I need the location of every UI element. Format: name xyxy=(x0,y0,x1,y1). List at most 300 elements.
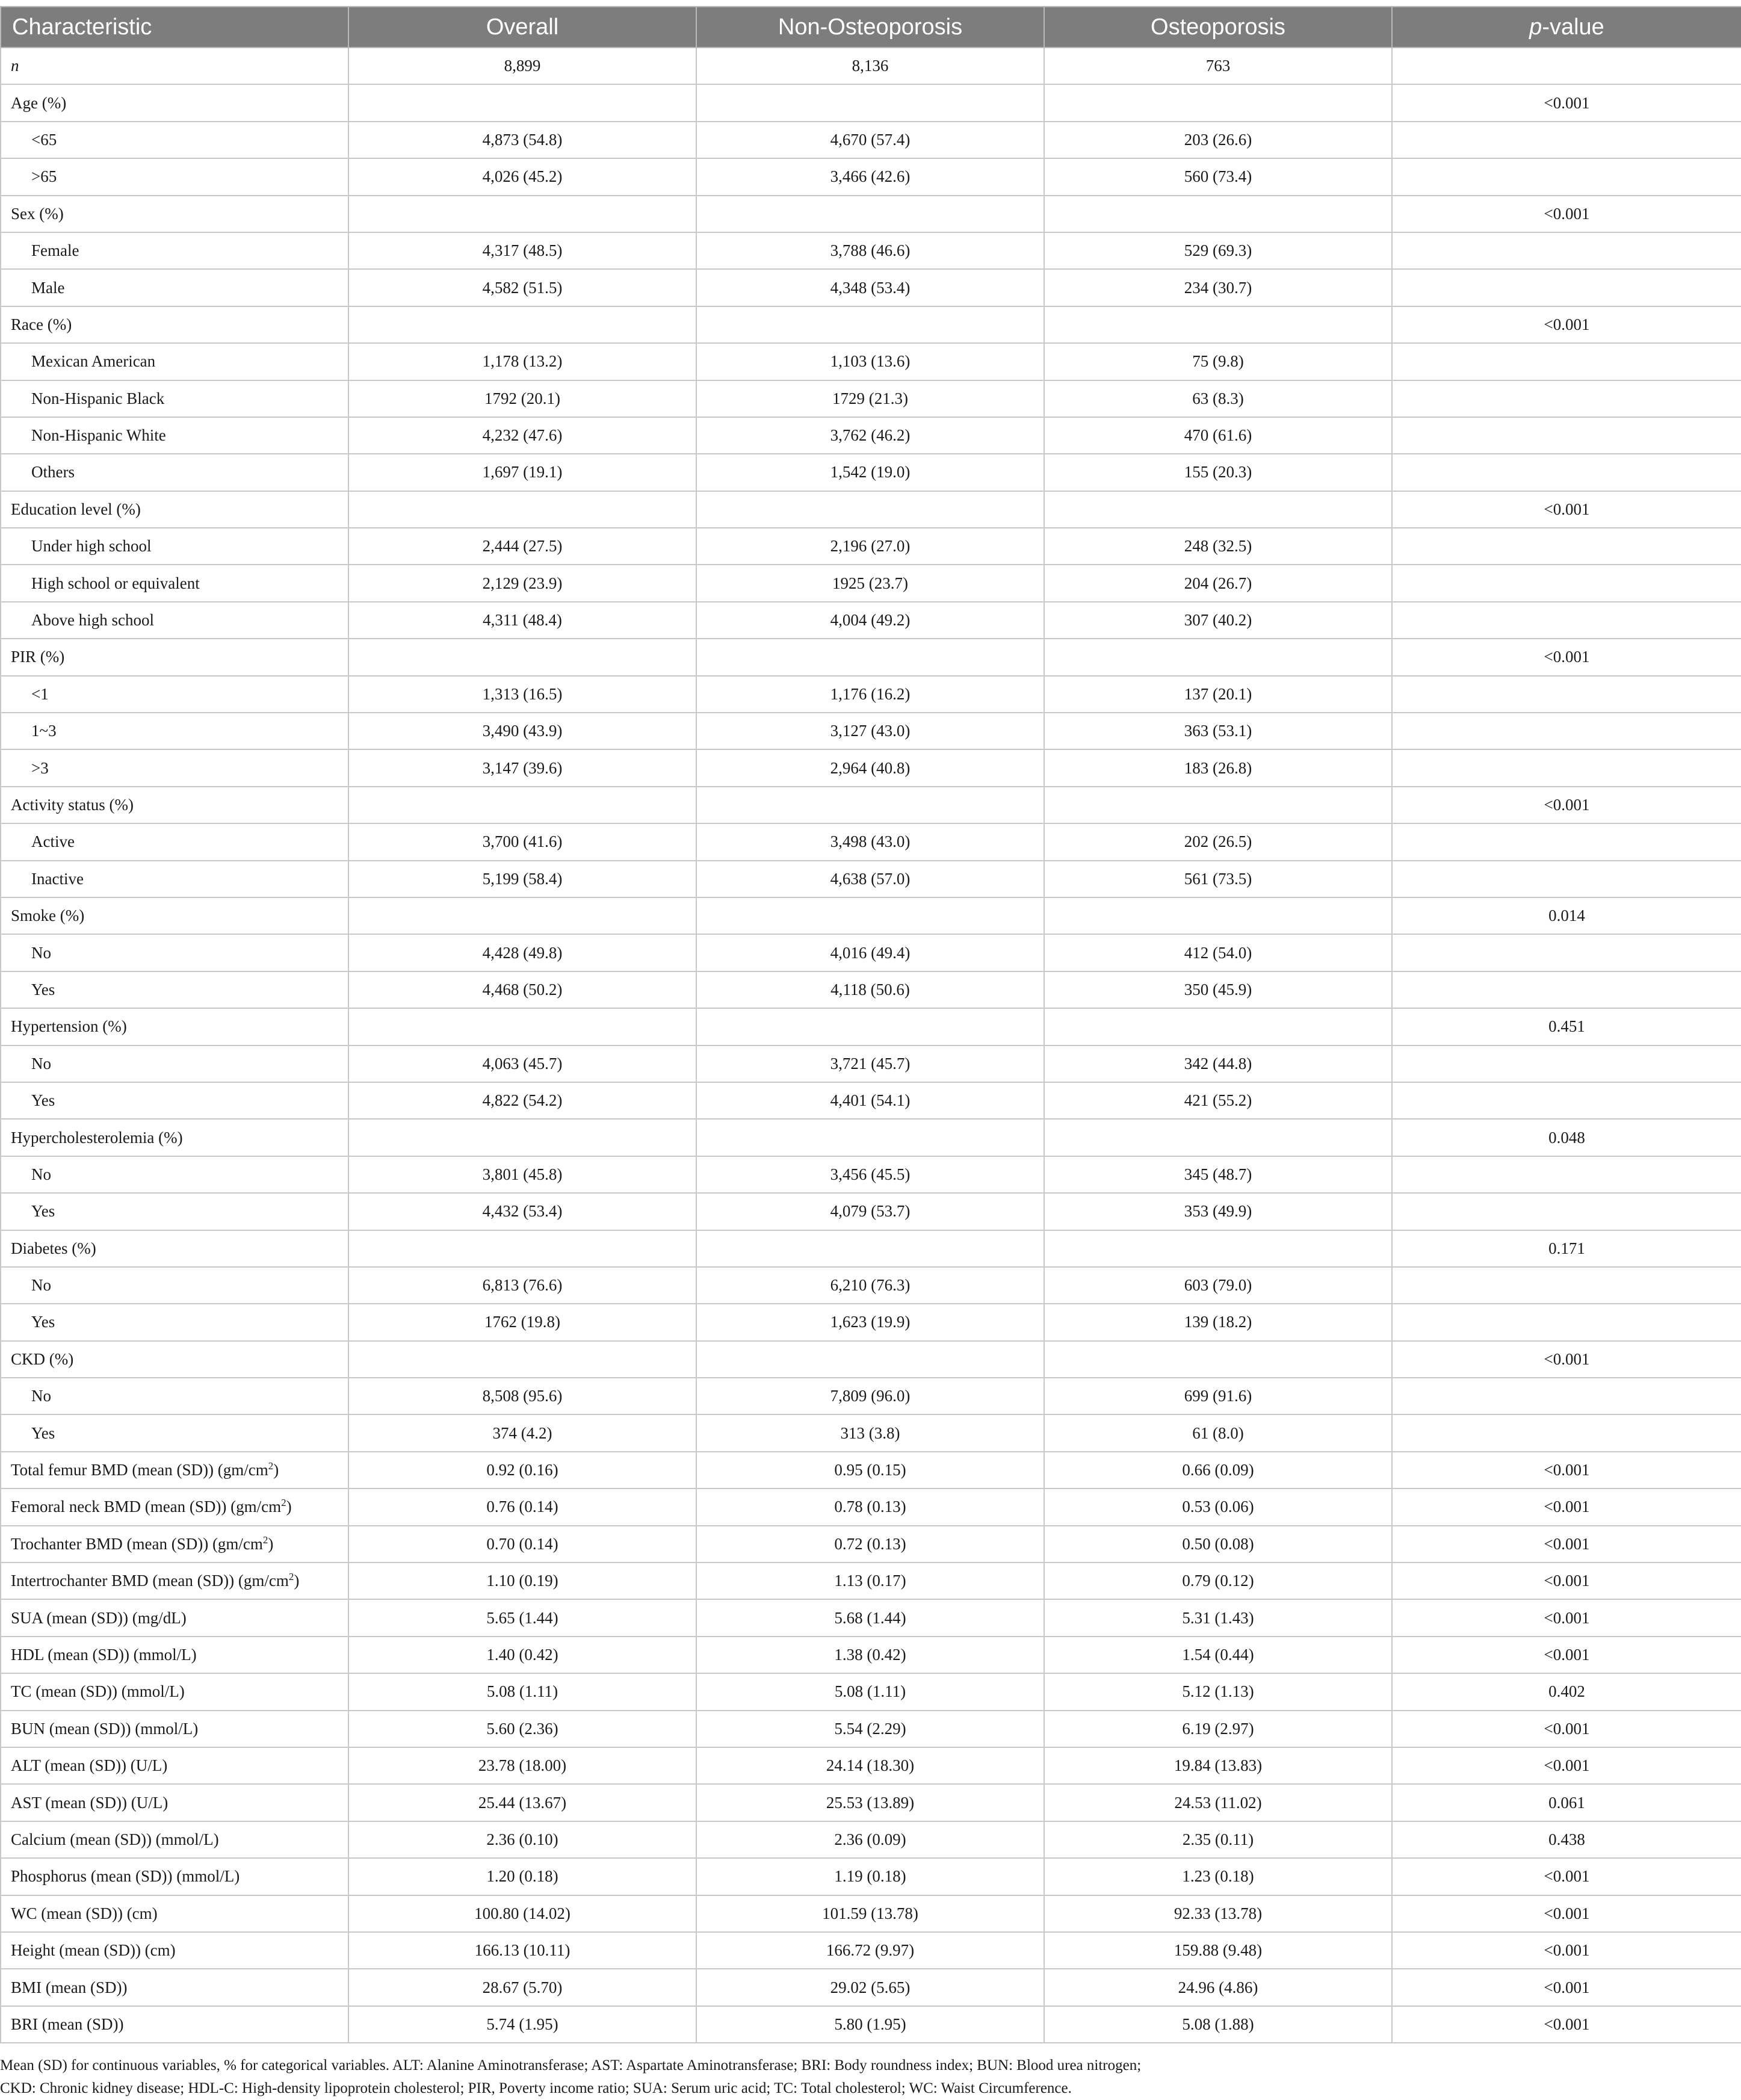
table-row xyxy=(1,196,1741,232)
row-label-text: Intertrochanter BMD (mean (SD)) (gm/cm xyxy=(11,1572,289,1590)
non-osteoporosis-cell xyxy=(696,306,1044,343)
p-value-cell xyxy=(1392,1267,1741,1304)
table-row xyxy=(1,48,1741,84)
table-row xyxy=(1,1526,1741,1563)
non-osteoporosis-cell xyxy=(696,897,1044,934)
header-p-suffix: -value xyxy=(1542,14,1604,40)
osteoporosis-cell: 63 (8.3) xyxy=(1044,380,1392,417)
row-label xyxy=(1,1599,348,1636)
overall-cell xyxy=(348,1230,696,1267)
overall-cell: 6,813 (76.6) xyxy=(348,1267,696,1304)
overall-cell: 166.13 (10.11) xyxy=(348,1932,696,1969)
non-osteoporosis-cell: 4,004 (49.2) xyxy=(696,602,1044,639)
osteoporosis-cell: 763 xyxy=(1044,48,1392,84)
osteoporosis-cell: 203 (26.6) xyxy=(1044,122,1392,158)
row-label-text: Above high school xyxy=(31,611,154,630)
table-row xyxy=(1,1932,1741,1969)
osteoporosis-cell xyxy=(1044,897,1392,934)
overall-cell: 374 (4.2) xyxy=(348,1414,696,1451)
row-label-text: No xyxy=(31,1165,51,1183)
osteoporosis-cell: 137 (20.1) xyxy=(1044,676,1392,713)
row-sublabel xyxy=(1,713,348,749)
row-label xyxy=(1,787,348,823)
non-osteoporosis-cell: 4,016 (49.4) xyxy=(696,934,1044,971)
row-label-text: AST (mean (SD)) (U/L) xyxy=(11,1793,169,1812)
overall-cell: 23.78 (18.00) xyxy=(348,1747,696,1784)
row-label-text: Non-Hispanic Black xyxy=(31,389,165,407)
p-value-cell: <0.001 xyxy=(1392,1711,1741,1747)
row-label-end: ) xyxy=(294,1572,300,1590)
p-value-cell xyxy=(1392,676,1741,713)
row-label-text: >3 xyxy=(31,758,49,777)
row-label-text: Yes xyxy=(31,1313,55,1331)
row-sublabel xyxy=(1,343,348,380)
row-label xyxy=(1,1452,348,1488)
non-osteoporosis-cell: 3,721 (45.7) xyxy=(696,1045,1044,1082)
non-osteoporosis-cell xyxy=(696,491,1044,528)
table-row xyxy=(1,1378,1741,1414)
non-osteoporosis-cell: 1.13 (0.17) xyxy=(696,1563,1044,1599)
row-label-text: Phosphorus (mean (SD)) (mmol/L) xyxy=(11,1867,240,1886)
osteoporosis-cell: 248 (32.5) xyxy=(1044,528,1392,565)
p-value-cell xyxy=(1392,861,1741,897)
unit-superscript: 2 xyxy=(288,1571,294,1583)
row-label-end: ) xyxy=(286,1498,292,1516)
p-value-cell: 0.014 xyxy=(1392,897,1741,934)
row-label-text: <65 xyxy=(31,130,57,149)
table-row xyxy=(1,971,1741,1008)
row-sublabel xyxy=(1,1045,348,1082)
table-row xyxy=(1,1711,1741,1747)
p-value-cell: <0.001 xyxy=(1392,1526,1741,1563)
header-row xyxy=(1,7,1741,48)
non-osteoporosis-cell: 313 (3.8) xyxy=(696,1414,1044,1451)
row-label xyxy=(1,306,348,343)
osteoporosis-cell: 353 (49.9) xyxy=(1044,1193,1392,1230)
baseline-characteristics-table xyxy=(0,6,1741,2043)
row-label-text: Trochanter BMD (mean (SD)) (gm/cm xyxy=(11,1534,263,1553)
osteoporosis-cell: 61 (8.0) xyxy=(1044,1414,1392,1451)
header-non-osteoporosis: Non-Osteoporosis xyxy=(696,7,1044,48)
row-sublabel xyxy=(1,1156,348,1193)
osteoporosis-cell: 529 (69.3) xyxy=(1044,232,1392,269)
non-osteoporosis-cell: 3,762 (46.2) xyxy=(696,417,1044,454)
table-row xyxy=(1,676,1741,713)
osteoporosis-cell: 307 (40.2) xyxy=(1044,602,1392,639)
osteoporosis-cell: 75 (9.8) xyxy=(1044,343,1392,380)
non-osteoporosis-cell: 4,670 (57.4) xyxy=(696,122,1044,158)
table-row xyxy=(1,1414,1741,1451)
row-label-text: Yes xyxy=(31,1202,55,1221)
table-row xyxy=(1,1008,1741,1045)
table-row xyxy=(1,1082,1741,1119)
row-sublabel xyxy=(1,971,348,1008)
table-row xyxy=(1,84,1741,121)
overall-cell: 28.67 (5.70) xyxy=(348,1969,696,2006)
overall-cell: 25.44 (13.67) xyxy=(348,1784,696,1821)
overall-cell: 1,313 (16.5) xyxy=(348,676,696,713)
overall-cell: 4,582 (51.5) xyxy=(348,269,696,306)
non-osteoporosis-cell xyxy=(696,1230,1044,1267)
table-row xyxy=(1,1747,1741,1784)
row-label xyxy=(1,1673,348,1710)
row-label-text: Non-Hispanic White xyxy=(31,426,166,445)
osteoporosis-cell xyxy=(1044,1008,1392,1045)
overall-cell: 4,063 (45.7) xyxy=(348,1045,696,1082)
non-osteoporosis-cell xyxy=(696,787,1044,823)
overall-cell: 1,697 (19.1) xyxy=(348,454,696,491)
overall-cell xyxy=(348,491,696,528)
row-label-text: No xyxy=(31,1054,51,1073)
overall-cell: 3,147 (39.6) xyxy=(348,749,696,786)
row-label-text: HDL (mean (SD)) (mmol/L) xyxy=(11,1645,197,1664)
osteoporosis-cell: 0.66 (0.09) xyxy=(1044,1452,1392,1488)
row-sublabel xyxy=(1,749,348,786)
p-value-cell: <0.001 xyxy=(1392,2006,1741,2043)
p-value-cell xyxy=(1392,823,1741,860)
table-row xyxy=(1,897,1741,934)
osteoporosis-cell: 19.84 (13.83) xyxy=(1044,1747,1392,1784)
overall-cell: 0.70 (0.14) xyxy=(348,1526,696,1563)
table-row xyxy=(1,417,1741,454)
row-sublabel xyxy=(1,528,348,565)
overall-cell: 2,129 (23.9) xyxy=(348,565,696,601)
table-row xyxy=(1,1895,1741,1932)
table-row xyxy=(1,602,1741,639)
table-row xyxy=(1,1969,1741,2006)
overall-cell: 3,490 (43.9) xyxy=(348,713,696,749)
overall-cell: 8,508 (95.6) xyxy=(348,1378,696,1414)
non-osteoporosis-cell: 5.08 (1.11) xyxy=(696,1673,1044,1710)
row-label xyxy=(1,1969,348,2006)
row-label-text: Inactive xyxy=(31,869,84,888)
overall-cell: 5.74 (1.95) xyxy=(348,2006,696,2043)
header-characteristic: Characteristic xyxy=(1,7,348,48)
table-row xyxy=(1,1230,1741,1267)
overall-cell xyxy=(348,1119,696,1156)
footnote-line-1: Mean (SD) for continuous variables, % for categorical variables. ALT: Alanine Aminotransferase; AST: Aspartate Aminotransferase; BRI: Body roundness index; BUN: Blood urea nitrogen; xyxy=(0,2057,1142,2074)
row-label xyxy=(1,491,348,528)
row-label-text: WC (mean (SD)) (cm) xyxy=(11,1904,158,1922)
row-label xyxy=(1,1747,348,1784)
overall-cell: 2,444 (27.5) xyxy=(348,528,696,565)
p-value-cell: <0.001 xyxy=(1392,639,1741,675)
row-sublabel xyxy=(1,1378,348,1414)
osteoporosis-cell: 421 (55.2) xyxy=(1044,1082,1392,1119)
table-row xyxy=(1,1156,1741,1193)
osteoporosis-cell: 412 (54.0) xyxy=(1044,934,1392,971)
table-row xyxy=(1,1637,1741,1673)
non-osteoporosis-cell: 1925 (23.7) xyxy=(696,565,1044,601)
non-osteoporosis-cell: 4,118 (50.6) xyxy=(696,971,1044,1008)
osteoporosis-cell: 24.53 (11.02) xyxy=(1044,1784,1392,1821)
non-osteoporosis-cell xyxy=(696,1008,1044,1045)
p-value-cell xyxy=(1392,454,1741,491)
p-value-cell: 0.402 xyxy=(1392,1673,1741,1710)
overall-cell: 0.92 (0.16) xyxy=(348,1452,696,1488)
non-osteoporosis-cell: 1,103 (13.6) xyxy=(696,343,1044,380)
row-label-text: CKD (%) xyxy=(11,1349,74,1368)
osteoporosis-cell xyxy=(1044,1119,1392,1156)
row-label xyxy=(1,1821,348,1858)
p-value-cell xyxy=(1392,602,1741,639)
footnote-line-2: CKD: Chronic kidney disease; HDL-C: High-density lipoprotein cholesterol; PIR, Poverty income ratio; SUA: Serum uric acid; TC: Total cholesterol; WC: Waist Circumference. xyxy=(0,2080,1072,2097)
p-value-cell: <0.001 xyxy=(1392,1488,1741,1525)
p-value-cell xyxy=(1392,343,1741,380)
row-label xyxy=(1,2006,348,2043)
p-value-cell xyxy=(1392,749,1741,786)
non-osteoporosis-cell: 4,401 (54.1) xyxy=(696,1082,1044,1119)
overall-cell: 3,801 (45.8) xyxy=(348,1156,696,1193)
osteoporosis-cell: 159.88 (9.48) xyxy=(1044,1932,1392,1969)
table-row xyxy=(1,122,1741,158)
table-row xyxy=(1,749,1741,786)
p-value-cell: <0.001 xyxy=(1392,1747,1741,1784)
non-osteoporosis-cell: 25.53 (13.89) xyxy=(696,1784,1044,1821)
row-label xyxy=(1,1563,348,1599)
row-label-text: BRI (mean (SD)) xyxy=(11,2015,124,2033)
osteoporosis-cell: 470 (61.6) xyxy=(1044,417,1392,454)
unit-superscript: 2 xyxy=(268,1460,274,1472)
overall-cell: 4,432 (53.4) xyxy=(348,1193,696,1230)
osteoporosis-cell: 183 (26.8) xyxy=(1044,749,1392,786)
osteoporosis-cell xyxy=(1044,306,1392,343)
non-osteoporosis-cell: 1729 (21.3) xyxy=(696,380,1044,417)
table-row xyxy=(1,1193,1741,1230)
non-osteoporosis-cell: 101.59 (13.78) xyxy=(696,1895,1044,1932)
non-osteoporosis-cell: 3,456 (45.5) xyxy=(696,1156,1044,1193)
non-osteoporosis-cell: 5.80 (1.95) xyxy=(696,2006,1044,2043)
osteoporosis-cell: 0.79 (0.12) xyxy=(1044,1563,1392,1599)
row-label-text: 1~3 xyxy=(31,722,57,740)
p-value-cell: 0.451 xyxy=(1392,1008,1741,1045)
non-osteoporosis-cell: 8,136 xyxy=(696,48,1044,84)
p-value-cell xyxy=(1392,1156,1741,1193)
p-value-cell xyxy=(1392,1082,1741,1119)
row-label-text: No xyxy=(31,943,51,962)
table-row xyxy=(1,232,1741,269)
row-label-text: BMI (mean (SD)) xyxy=(11,1978,128,1996)
non-osteoporosis-cell: 1.19 (0.18) xyxy=(696,1858,1044,1895)
row-sublabel xyxy=(1,565,348,601)
row-label-text: n xyxy=(11,57,19,75)
overall-cell: 4,468 (50.2) xyxy=(348,971,696,1008)
row-sublabel xyxy=(1,1304,348,1340)
osteoporosis-cell xyxy=(1044,491,1392,528)
non-osteoporosis-cell: 1.38 (0.42) xyxy=(696,1637,1044,1673)
header-osteoporosis: Osteoporosis xyxy=(1044,7,1392,48)
p-value-cell xyxy=(1392,565,1741,601)
header-p-italic: p xyxy=(1529,14,1542,40)
p-value-cell: <0.001 xyxy=(1392,1599,1741,1636)
row-sublabel xyxy=(1,602,348,639)
table-row xyxy=(1,861,1741,897)
p-value-cell: <0.001 xyxy=(1392,1563,1741,1599)
osteoporosis-cell xyxy=(1044,1341,1392,1378)
overall-cell: 3,700 (41.6) xyxy=(348,823,696,860)
row-label xyxy=(1,1711,348,1747)
overall-cell xyxy=(348,897,696,934)
non-osteoporosis-cell: 3,127 (43.0) xyxy=(696,713,1044,749)
unit-superscript: 2 xyxy=(281,1497,286,1509)
non-osteoporosis-cell: 0.72 (0.13) xyxy=(696,1526,1044,1563)
row-label-text: No xyxy=(31,1276,51,1295)
p-value-cell xyxy=(1392,1378,1741,1414)
p-value-cell xyxy=(1392,232,1741,269)
non-osteoporosis-cell: 0.78 (0.13) xyxy=(696,1488,1044,1525)
row-label xyxy=(1,84,348,121)
row-label-text: Female xyxy=(31,241,79,260)
non-osteoporosis-cell: 29.02 (5.65) xyxy=(696,1969,1044,2006)
osteoporosis-cell: 561 (73.5) xyxy=(1044,861,1392,897)
overall-cell: 4,026 (45.2) xyxy=(348,158,696,195)
table-row xyxy=(1,1267,1741,1304)
osteoporosis-cell: 24.96 (4.86) xyxy=(1044,1969,1392,2006)
row-label-text: No xyxy=(31,1387,51,1405)
overall-cell xyxy=(348,639,696,675)
row-label xyxy=(1,1784,348,1821)
row-label-text: PIR (%) xyxy=(11,648,65,666)
row-label-text: Activity status (%) xyxy=(11,796,134,814)
overall-cell: 1.40 (0.42) xyxy=(348,1637,696,1673)
table-row xyxy=(1,1304,1741,1340)
non-osteoporosis-cell: 4,638 (57.0) xyxy=(696,861,1044,897)
non-osteoporosis-cell: 1,623 (19.9) xyxy=(696,1304,1044,1340)
overall-cell: 2.36 (0.10) xyxy=(348,1821,696,1858)
non-osteoporosis-cell: 4,079 (53.7) xyxy=(696,1193,1044,1230)
overall-cell: 5.60 (2.36) xyxy=(348,1711,696,1747)
non-osteoporosis-cell: 4,348 (53.4) xyxy=(696,269,1044,306)
row-sublabel xyxy=(1,934,348,971)
osteoporosis-cell: 2.35 (0.11) xyxy=(1044,1821,1392,1858)
table-row xyxy=(1,380,1741,417)
table-row xyxy=(1,306,1741,343)
table-footnote xyxy=(0,2054,1741,2100)
p-value-cell xyxy=(1392,48,1741,84)
osteoporosis-cell: 92.33 (13.78) xyxy=(1044,1895,1392,1932)
osteoporosis-cell: 5.12 (1.13) xyxy=(1044,1673,1392,1710)
table-row xyxy=(1,491,1741,528)
non-osteoporosis-cell: 166.72 (9.97) xyxy=(696,1932,1044,1969)
row-label xyxy=(1,48,348,84)
row-label-text: High school or equivalent xyxy=(31,574,200,592)
row-label-text: Hypertension (%) xyxy=(11,1017,127,1036)
table-row xyxy=(1,1045,1741,1082)
row-label-text: Education level (%) xyxy=(11,500,141,518)
osteoporosis-cell xyxy=(1044,1230,1392,1267)
p-value-cell: <0.001 xyxy=(1392,1637,1741,1673)
table-header xyxy=(1,7,1741,48)
row-label-text: Yes xyxy=(31,980,55,999)
p-value-cell: <0.001 xyxy=(1392,1932,1741,1969)
non-osteoporosis-cell: 2,964 (40.8) xyxy=(696,749,1044,786)
overall-cell: 5.08 (1.11) xyxy=(348,1673,696,1710)
row-sublabel xyxy=(1,269,348,306)
row-label-text: Yes xyxy=(31,1091,55,1110)
table-row xyxy=(1,1119,1741,1156)
row-label-text: Yes xyxy=(31,1423,55,1442)
osteoporosis-cell: 5.08 (1.88) xyxy=(1044,2006,1392,2043)
row-label-text: SUA (mean (SD)) (mg/dL) xyxy=(11,1608,187,1627)
p-value-cell xyxy=(1392,158,1741,195)
overall-cell: 1.10 (0.19) xyxy=(348,1563,696,1599)
p-value-cell: <0.001 xyxy=(1392,1341,1741,1378)
row-sublabel xyxy=(1,232,348,269)
row-label-text: Under high school xyxy=(31,537,152,556)
table-row xyxy=(1,934,1741,971)
p-value-cell xyxy=(1392,1045,1741,1082)
table-row xyxy=(1,1821,1741,1858)
non-osteoporosis-cell: 1,542 (19.0) xyxy=(696,454,1044,491)
overall-cell: 1,178 (13.2) xyxy=(348,343,696,380)
non-osteoporosis-cell: 0.95 (0.15) xyxy=(696,1452,1044,1488)
p-value-cell xyxy=(1392,1193,1741,1230)
row-label-text: Total femur BMD (mean (SD)) (gm/cm xyxy=(11,1461,268,1479)
row-sublabel xyxy=(1,1193,348,1230)
p-value-cell xyxy=(1392,971,1741,1008)
table-row xyxy=(1,1452,1741,1488)
p-value-cell: 0.171 xyxy=(1392,1230,1741,1267)
row-label-text: Mexican American xyxy=(31,352,156,371)
non-osteoporosis-cell: 1,176 (16.2) xyxy=(696,676,1044,713)
p-value-cell xyxy=(1392,713,1741,749)
table-row xyxy=(1,1341,1741,1378)
p-value-cell: <0.001 xyxy=(1392,1452,1741,1488)
row-sublabel xyxy=(1,1414,348,1451)
osteoporosis-cell: 699 (91.6) xyxy=(1044,1378,1392,1414)
p-value-cell: <0.001 xyxy=(1392,787,1741,823)
non-osteoporosis-cell: 5.54 (2.29) xyxy=(696,1711,1044,1747)
osteoporosis-cell: 202 (26.5) xyxy=(1044,823,1392,860)
osteoporosis-cell: 6.19 (2.97) xyxy=(1044,1711,1392,1747)
table-row xyxy=(1,158,1741,195)
row-label xyxy=(1,1932,348,1969)
overall-cell: 4,232 (47.6) xyxy=(348,417,696,454)
osteoporosis-cell: 1.54 (0.44) xyxy=(1044,1637,1392,1673)
row-label-end: ) xyxy=(268,1534,274,1553)
row-label xyxy=(1,897,348,934)
row-label xyxy=(1,639,348,675)
overall-cell: 0.76 (0.14) xyxy=(348,1488,696,1525)
row-sublabel xyxy=(1,823,348,860)
table-row xyxy=(1,1563,1741,1599)
osteoporosis-cell: 139 (18.2) xyxy=(1044,1304,1392,1340)
osteoporosis-cell xyxy=(1044,787,1392,823)
non-osteoporosis-cell: 2.36 (0.09) xyxy=(696,1821,1044,1858)
unit-superscript: 2 xyxy=(262,1534,268,1546)
table-row xyxy=(1,639,1741,675)
p-value-cell: <0.001 xyxy=(1392,491,1741,528)
p-value-cell: 0.061 xyxy=(1392,1784,1741,1821)
table-row xyxy=(1,528,1741,565)
overall-cell xyxy=(348,306,696,343)
osteoporosis-cell xyxy=(1044,196,1392,232)
row-sublabel xyxy=(1,122,348,158)
row-sublabel xyxy=(1,861,348,897)
p-value-cell xyxy=(1392,380,1741,417)
non-osteoporosis-cell: 24.14 (18.30) xyxy=(696,1747,1044,1784)
osteoporosis-cell: 345 (48.7) xyxy=(1044,1156,1392,1193)
overall-cell: 5.65 (1.44) xyxy=(348,1599,696,1636)
header-overall: Overall xyxy=(348,7,696,48)
row-sublabel xyxy=(1,1082,348,1119)
row-label-text: Smoke (%) xyxy=(11,906,85,925)
row-label-text: Age (%) xyxy=(11,93,67,112)
table-row xyxy=(1,1488,1741,1525)
row-label-text: >65 xyxy=(31,167,57,186)
p-value-cell xyxy=(1392,934,1741,971)
table-container xyxy=(0,6,1741,2100)
